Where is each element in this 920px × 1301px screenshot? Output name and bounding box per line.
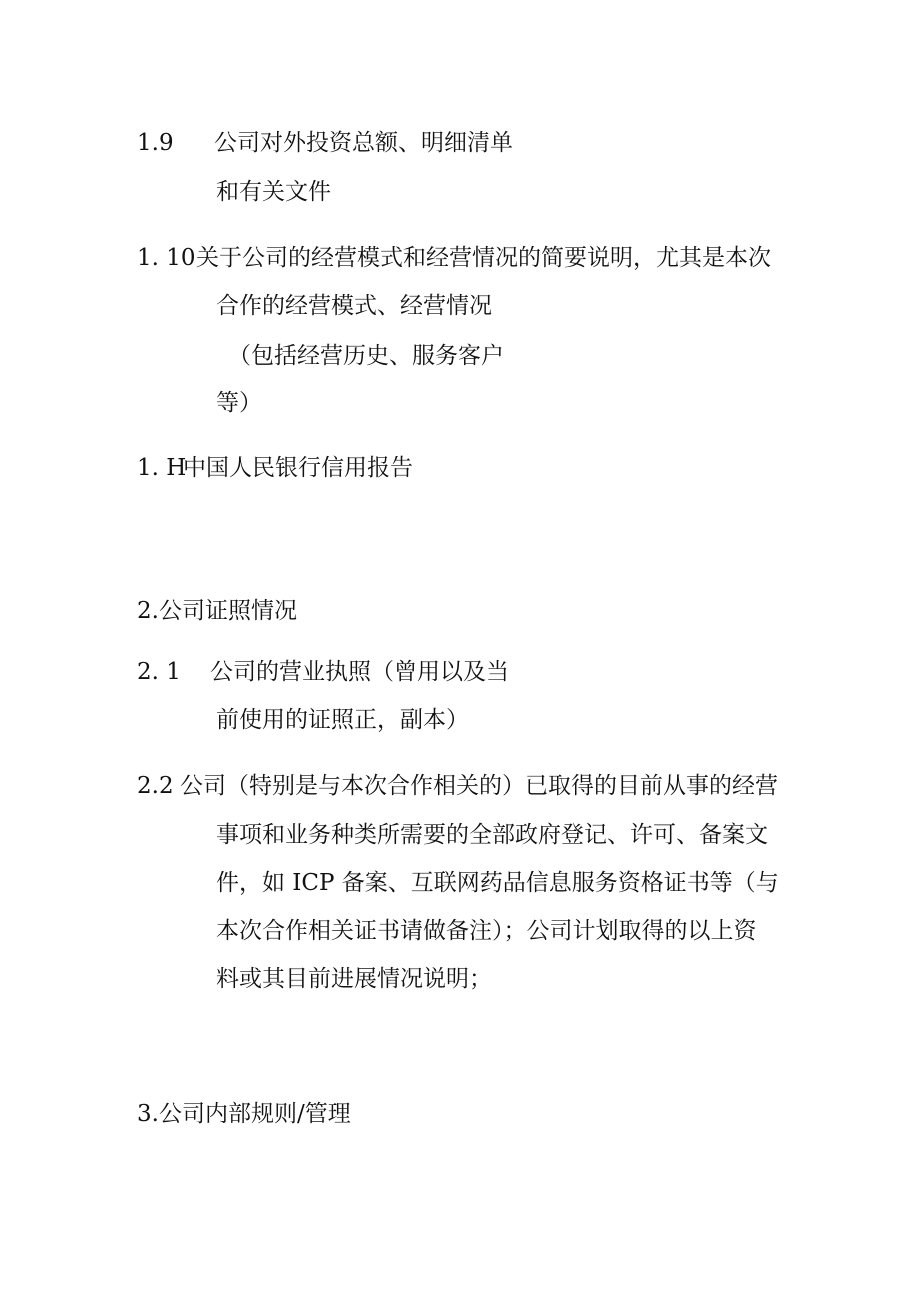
section-heading-3: 3.公司内部规则/管理 bbox=[137, 1101, 351, 1127]
section-text-line: （包括经营历史、服务客户 bbox=[228, 343, 504, 369]
section-heading-2: 2.公司证照情况 bbox=[137, 598, 297, 624]
section-text-line: 本次合作相关证书请做备注）；公司计划取得的以上资 bbox=[216, 918, 757, 944]
section-number: 2.2 bbox=[137, 773, 174, 799]
section-text-line: 公司（特别是与本次合作相关的）已取得的目前从事的经营 bbox=[180, 773, 778, 799]
section-number: 1. H bbox=[137, 455, 187, 481]
section-number: 2. 1 bbox=[137, 659, 181, 685]
section-text-line: 件，如 ICP 备案、互联网药品信息服务资格证书等（与 bbox=[216, 870, 779, 896]
section-text-line: 公司对外投资总额、明细清单 bbox=[214, 130, 513, 156]
section-number: 1.9 bbox=[137, 130, 174, 156]
section-text-line: 关于公司的经营模式和经营情况的简要说明，尤其是本次 bbox=[196, 245, 771, 271]
section-text-line: 等） bbox=[216, 390, 262, 416]
section-text-line: 事项和业务种类所需要的全部政府登记、许可、备案文 bbox=[216, 822, 768, 848]
section-text-line: 前使用的证照正，副本） bbox=[216, 707, 469, 733]
section-text-line: 合作的经营模式、经营情况 bbox=[216, 293, 492, 319]
section-text-line: 公司的营业执照（曾用以及当 bbox=[210, 659, 509, 685]
section-text-line: 中国人民银行信用报告 bbox=[183, 455, 413, 481]
section-text-line: 料或其目前进展情况说明； bbox=[216, 966, 492, 992]
section-number: 1. 10 bbox=[137, 245, 196, 271]
section-text-line: 和有关文件 bbox=[216, 179, 331, 205]
